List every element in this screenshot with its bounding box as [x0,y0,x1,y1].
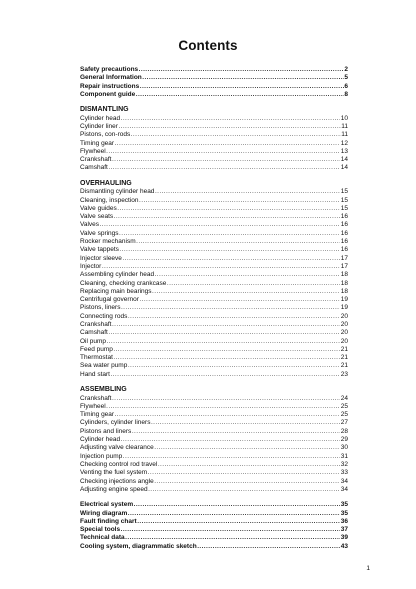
dot-leader [140,83,344,91]
toc-entry-page: 12 [340,139,348,147]
dot-leader [152,288,340,296]
toc-entry-label: Replacing main bearings [80,287,152,295]
toc-entry-page: 32 [340,460,348,468]
dot-leader [108,164,340,172]
toc-entry-page: 37 [340,526,348,534]
toc-entry-label: Connecting rods [80,312,128,320]
dot-leader [111,371,341,379]
toc-entry-label: Timing gear [80,139,115,147]
dot-leader [128,362,340,370]
toc-entry-page: 10 [340,114,348,122]
toc-entry [80,501,348,509]
toc-entry-page: 16 [340,229,348,237]
toc-entry [80,205,348,213]
toc-entry-label: Sea water pump [80,362,128,370]
toc-entry-label: Cylinder liner [80,122,118,130]
dot-leader [114,213,341,221]
toc-entry [80,263,348,271]
toc-section [80,180,348,379]
toc-entry [80,255,348,263]
toc-entry-label: Venting the fuel system [80,469,148,477]
toc-entry [80,304,348,312]
toc-entry [80,526,348,534]
toc-entry-page: 36 [340,517,348,525]
toc-entry-label: Injector [80,262,102,270]
toc-entry-page: 33 [340,469,348,477]
dot-leader [117,205,340,213]
toc-entry-label: Component guide [80,90,136,98]
toc-entry-page: 21 [340,362,348,370]
toc-entry-label: Checking injections angle [80,477,154,485]
toc-entry-label: Injection pump [80,452,123,460]
toc-entry-page: 16 [340,213,348,221]
toc-entry-label: Thermostat [80,354,113,362]
toc-entry-label: Valve tappets [80,246,119,254]
toc-entry-page: 19 [340,296,348,304]
dot-leader [128,313,340,321]
toc-entry-label: Cylinder head [80,436,121,444]
dot-leader [108,329,340,337]
dot-leader [125,534,340,542]
toc-entry-page: 25 [340,402,348,410]
toc-entry [80,91,348,99]
toc-entry-page: 18 [340,279,348,287]
toc-entry-page: 17 [340,262,348,270]
toc-entry-page: 21 [340,354,348,362]
toc-entry [80,395,348,403]
toc-entry [80,148,348,156]
dot-leader [197,543,340,551]
toc-entry [80,280,348,288]
toc-entry-label: Adjusting valve clearance [80,444,154,452]
toc-entry-label: Camshaft [80,164,108,172]
toc-entry-label: Rocker mechanism [80,238,136,246]
toc-entry [80,461,348,469]
toc-entry-page: 39 [340,534,348,542]
dot-leader [122,255,340,263]
toc-entry [80,534,348,542]
toc-entry [80,156,348,164]
toc-entry-page: 20 [340,312,348,320]
dot-leader [119,246,340,254]
toc-entry [80,354,348,362]
toc-entry-page: 28 [340,427,348,435]
toc-entry-label: Dismantling cylinder head [80,188,155,196]
toc-entry [80,74,348,82]
dot-leader [100,221,341,229]
toc-entry [80,213,348,221]
dot-leader [142,74,343,82]
toc-entry-label: Technical data [80,534,125,542]
toc-entry-page: 35 [340,509,348,517]
toc-entry-page: 20 [340,337,348,345]
toc-entry [80,296,348,304]
toc-entry-page: 11 [341,122,348,130]
toc-entry-label: Pistons, liners [80,304,121,312]
toc-entry-label: Electrical system [80,501,134,509]
toc-entry-label: Oil pump [80,337,107,345]
dot-leader [106,403,340,411]
toc-entry-label: Crankshaft [80,320,112,328]
dot-leader [112,156,340,164]
toc-entry-label: Adjusting engine speed [80,485,148,493]
toc-entry-label: Feed pump [80,345,113,353]
toc-entry-page: 6 [344,82,348,90]
toc-entry [80,140,348,148]
toc-entry [80,469,348,477]
toc-section [80,386,348,494]
toc-entry-label: Valve guides [80,204,117,212]
toc-entry-page: 16 [340,238,348,246]
toc-entry [80,419,348,427]
toc-entry-label: Repair instructions [80,82,140,90]
page-title: Contents [178,38,238,53]
toc-entry [80,221,348,229]
toc-entry [80,371,348,379]
toc-entry [80,478,348,486]
toc-entry [80,123,348,131]
toc-entry [80,83,348,91]
toc-entry-page: 5 [344,74,348,82]
toc-entry-page: 34 [340,485,348,493]
toc-entry-label: Injector sleeve [80,254,122,262]
dot-leader [121,304,340,312]
dot-leader [113,354,340,362]
dot-leader [137,518,340,526]
toc-entry-label: Pistons and liners [80,427,132,435]
toc-entry-label: Cleaning, checking crankcase [80,279,167,287]
toc-entry [80,321,348,329]
toc-entry-page: 2 [344,66,348,73]
section-heading: ASSEMBLING [80,386,127,394]
toc-entry-page: 29 [340,436,348,444]
dot-leader [139,197,340,205]
toc-entry-label: Valve springs [80,229,119,237]
dot-leader [112,395,340,403]
toc-entry-label: Cooling system, diagrammatic sketch [80,542,197,550]
toc-entry [80,346,348,354]
toc-entry-page: 16 [340,221,348,229]
dot-leader [148,469,341,477]
dot-leader [121,436,341,444]
dot-leader [132,428,340,436]
toc-entry-page: 14 [340,164,348,172]
toc-entry [80,338,348,346]
dot-leader [155,188,340,196]
toc-entry-page: 27 [340,419,348,427]
dot-leader [136,91,344,99]
toc-entry [80,271,348,279]
toc-entry [80,436,348,444]
toc-entry-label: Assembling cylinder head [80,271,155,279]
toc-entry [80,66,348,74]
toc-entry-page: 15 [340,204,348,212]
toc-entry-label: Valves [80,221,100,229]
toc-entry-page: 16 [340,246,348,254]
dot-leader [139,296,340,304]
dot-leader [106,148,340,156]
toc-section [80,501,348,551]
toc-entry-page: 34 [340,477,348,485]
toc-entry [80,486,348,494]
dot-leader [158,461,340,469]
toc-entry-label: Cylinder head [80,114,121,122]
toc-entry-label: Flywheel [80,147,106,155]
toc-entry [80,313,348,321]
toc-entry-label: Crankshaft [80,156,112,164]
toc-entry-page: 8 [344,90,348,98]
dot-leader [121,526,341,534]
dot-leader [115,140,341,148]
toc-entry-label: Crankshaft [80,394,112,402]
toc-entry [80,188,348,196]
toc-entry-label: General Information [80,74,142,82]
dot-leader [113,346,340,354]
toc-entry-label: Safety precautions [80,66,139,73]
dot-leader [131,131,341,139]
toc-entry [80,411,348,419]
dot-leader [112,321,340,329]
dot-leader [121,115,341,123]
toc-entry-label: Cleaning, inspection [80,196,139,204]
toc-entry [80,131,348,139]
toc-entry [80,164,348,172]
dot-leader [155,271,341,279]
toc-entry-label: Cylinders, cylinder liners [80,419,151,427]
dot-leader [151,419,340,427]
toc-entry-page: 31 [340,452,348,460]
toc-entry-page: 15 [340,188,348,196]
toc-entry [80,230,348,238]
toc-entry-page: 18 [340,271,348,279]
toc-entry-page: 20 [340,320,348,328]
dot-leader [118,123,340,131]
dot-leader [115,411,341,419]
toc-entry-label: Special tools [80,526,121,534]
toc-entry [80,288,348,296]
dot-leader [123,453,340,461]
toc-entry-page: 30 [340,444,348,452]
dot-leader [154,444,340,452]
dot-leader [119,230,340,238]
toc-entry-page: 11 [341,131,348,139]
toc-entry-page: 13 [340,147,348,155]
dot-leader [154,478,340,486]
toc-entry-label: Timing gear [80,411,115,419]
toc-entry-label: Camshaft [80,329,108,337]
toc-entry [80,444,348,452]
toc-entry-page: 19 [340,304,348,312]
toc-entry-label: Valve seats [80,213,114,221]
dot-leader [128,510,341,518]
toc-entry [80,362,348,370]
toc-entry [80,329,348,337]
toc-entry-page: 15 [340,196,348,204]
toc-entry [80,428,348,436]
toc-entry-page: 17 [340,254,348,262]
toc-entry-page: 24 [340,394,348,402]
section-heading: OVERHAULING [80,179,132,187]
toc-entry-page: 20 [340,329,348,337]
dot-leader [136,238,340,246]
dot-leader [134,501,341,509]
toc-entry-page: 35 [340,501,348,509]
dot-leader [167,280,340,288]
toc-entry-label: Flywheel [80,402,106,410]
toc-entry-label: Fault finding chart [80,517,137,525]
toc-entry [80,403,348,411]
toc-entry-page: 23 [340,370,348,378]
toc-entry [80,518,348,526]
toc-section [80,106,348,172]
toc-entry-page: 21 [340,345,348,353]
section-heading: DISMANTLING [80,106,129,114]
dot-leader [102,263,340,271]
toc-entry-label: Centrifugal governor [80,296,139,304]
toc-entry-page: 25 [340,411,348,419]
toc-entry-label: Checking control rod travel [80,460,158,468]
page-number: 1 [366,565,370,572]
toc-entry [80,238,348,246]
toc-entry-page: 14 [340,156,348,164]
toc-entry-page: 43 [340,542,348,550]
toc-entry [80,453,348,461]
dot-leader [148,486,340,494]
toc-entry-label: Hand start [80,370,110,378]
toc-entry-label: Pistons, con-rods [80,131,131,139]
toc-section [80,66,348,99]
dot-leader [139,66,344,74]
toc-entry-page: 18 [340,287,348,295]
toc-entry [80,543,348,551]
toc-entry [80,246,348,254]
toc-entry [80,115,348,123]
toc-entry [80,197,348,205]
dot-leader [107,338,341,346]
table-of-contents [80,66,348,558]
toc-entry [80,510,348,518]
toc-entry-label: Wiring diagram [80,509,128,517]
